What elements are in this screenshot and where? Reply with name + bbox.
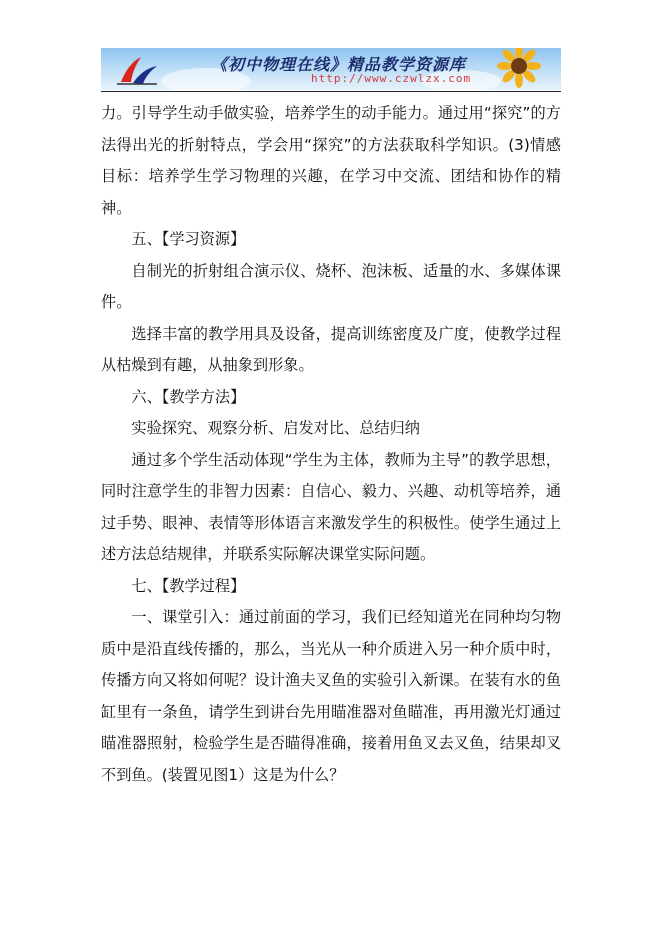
- sunflower-icon: [497, 48, 541, 88]
- heading-teaching-methods: 六、【教学方法】: [131, 387, 246, 406]
- header-banner: [101, 48, 561, 90]
- header-title: 《初中物理在线》精品教学资源库: [211, 55, 467, 74]
- paragraph-resources-list: 自制光的折射组合演示仪、烧杯、泡沫板、适量的水、多媒体课件。: [101, 261, 561, 311]
- header-divider: [101, 91, 561, 92]
- heading-teaching-process: 七、【教学过程】: [131, 576, 246, 595]
- heading-learning-resources: 五、【学习资源】: [131, 230, 246, 248]
- paragraph-objectives-end: 力。引导学生动手做实验，培养学生的动手能力。通过用“探究”的方法得出光的折射特点，学会用“探究”的方法获取科学知识。(3)情感目标：培养学生学习物理的兴趣，在学习中交流、团结和协作的精神。: [101, 104, 561, 217]
- paragraph-methods-list: 实验探究、观察分析、启发对比、总结归纳: [131, 419, 420, 437]
- document-body: [101, 98, 561, 791]
- site-logo-icon: [115, 54, 159, 86]
- paragraph-resources-purpose: 选择丰富的教学用具及设备，提高训练密度及广度，使教学过程从枯燥到有趣，从抽象到形象。: [101, 324, 561, 374]
- paragraph-methods-detail: 通过多个学生活动体现“学生为主体，教师为主导”的教学思想，同时注意学生的非智力因素：自信心、毅力、兴趣、动机等培养，通过手势、眼神、表情等形体语言来激发学生的积极性。使学生通过上述方法总结规律，并联系实际解决课堂实际问题。: [101, 450, 561, 563]
- paragraph-lesson-intro: 一、课堂引入：通过前面的学习，我们已经知道光在同种均匀物质中是沿直线传播的，那么，当光从一种介质进入另一种介质中时，传播方向又将如何呢？设计渔夫叉鱼的实验引入新课。在装有水的鱼缸里有一条鱼，请学生到讲台先用瞄准器对鱼瞄准，再用激光灯通过瞄准器照射，检验学生是否瞄得准确，接着用鱼叉去叉鱼，结果却叉不到鱼。(装置见图1）这是为什么？: [101, 608, 561, 784]
- header-url[interactable]: http://www.czwlzx.com: [311, 72, 472, 85]
